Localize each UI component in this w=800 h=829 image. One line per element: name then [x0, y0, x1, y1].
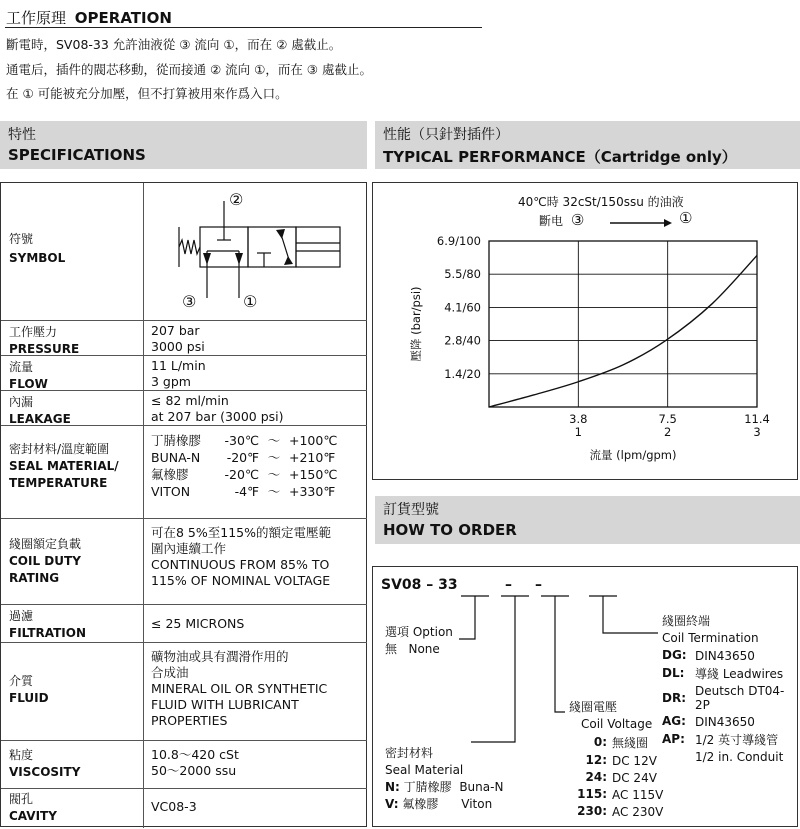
order-header-cn: 訂貨型號: [383, 502, 439, 518]
leakage-row: [1, 390, 367, 391]
fluid-value: 礦物油或具有潤滑作用的 合成油 MINERAL OIL OR SYNTHETIC FLUID WITH LUBRICANT PROPERTIES: [151, 649, 328, 728]
filtration-row: [1, 604, 367, 605]
y-tick-label: 4.1/60: [444, 300, 481, 315]
coil-value: 可在8 5%至115%的額定電壓範 圍內連續工作 CONTINUOUS FROM 85% TO 115% OF NOMINAL VOLTAGE: [151, 525, 331, 588]
y-tick-label: 2.8/40: [444, 333, 481, 348]
filtration-value: ≤ 25 MICRONS: [151, 616, 245, 631]
order-termination-item: 1/2 in. Conduit: [695, 750, 784, 764]
seal-label: 密封材料/溫度範圍 SEAL MATERIAL/ TEMPERATURE: [9, 442, 119, 490]
order-voltage-table: [573, 733, 664, 820]
performance-header-cn: 性能（只針對插件）: [383, 127, 509, 143]
seal-temperature-table: [151, 432, 337, 500]
order-header: [375, 496, 800, 544]
order-voltage-item: 0: 無綫圈: [593, 735, 649, 750]
seal-temp-row: BUNA-N -20℉ ～ +210℉: [151, 450, 336, 465]
flow-row: [1, 355, 367, 356]
y-tick-label: 5.5/80: [444, 267, 481, 282]
order-termination-item: DR: Deutsch DT04-2P: [662, 684, 785, 712]
order-box: [372, 566, 798, 827]
viscosity-label: 粘度 VISCOSITY: [9, 748, 81, 779]
coil-row: [1, 518, 367, 519]
specs-table: [0, 182, 367, 827]
coil-label: 綫圈額定負載 COIL DUTY RATING: [9, 537, 82, 585]
pressure-label: 工作壓力 PRESSURE: [9, 325, 80, 356]
valve-symbol-diagram: [144, 183, 366, 320]
performance-note-1: 40℃時 32cSt/150ssu 的油液: [518, 195, 684, 209]
viscosity-value: 10.8～420 cSt 50～2000 ssu: [151, 747, 239, 778]
leakage-label: 內漏 LEAKAGE: [9, 395, 71, 426]
symbol-port-1: ①: [243, 292, 258, 311]
fluid-row: [1, 642, 367, 643]
y-tick-label: 6.9/100: [436, 234, 481, 248]
cavity-value: VC08-3: [151, 799, 197, 814]
x-tick-label: 3.8: [569, 412, 588, 426]
order-voltage-item: 230: AC 230V: [577, 804, 664, 819]
order-voltage-item: 12: DC 12V: [585, 753, 657, 768]
order-voltage-item: 115: AC 115V: [577, 787, 664, 802]
order-termination: 綫圈終端 Coil Termination: [662, 614, 759, 645]
order-header-en: HOW TO ORDER: [383, 521, 517, 539]
operation-line-1: 斷電時，SV08-33 允許油液從 ③ 流向 ①，而在 ② 處截止。: [6, 37, 342, 52]
operation-title-en: OPERATION: [74, 9, 172, 27]
y-axis-label: 壓降 (bar/psi): [409, 286, 423, 362]
filtration-label: 過濾 FILTRATION: [9, 609, 86, 640]
x-tick-label-gpm: 1: [574, 425, 582, 439]
order-seal-item: N: 丁腈橡膠 Buna-N: [385, 780, 504, 794]
order-option: 選項 Option 無 None: [385, 625, 453, 656]
cavity-label: 閥孔 CAVITY: [9, 792, 57, 823]
performance-box: [372, 182, 798, 480]
performance-note-to: ①: [679, 209, 693, 227]
operation-title-cn: 工作原理: [6, 9, 67, 27]
operation-line-3: 在 ① 可能被充分加壓，但不打算被用來作爲入口。: [6, 86, 288, 101]
operation-rule: [5, 27, 482, 28]
operation-title: [6, 7, 172, 28]
order-termination-item: DG: DIN43650: [662, 648, 755, 663]
seal-temp-row: VITON -4℉ ～ +330℉: [151, 484, 336, 499]
performance-note-2: 斷电 ③: [539, 211, 585, 229]
pressure-drop-curve: [489, 255, 757, 407]
order-termination-table: [662, 647, 797, 765]
symbol-label: 符號 SYMBOL: [9, 232, 66, 265]
pressure-value: 207 bar 3000 psi: [151, 323, 205, 354]
order-dash-2: –: [535, 577, 542, 593]
seal-temp-row: 丁腈橡膠 -30℃ ～ +100℃: [151, 433, 338, 448]
symbol-port-2: ②: [229, 190, 244, 209]
order-model: SV08 – 33: [381, 577, 458, 593]
operation-line-2: 通電后，插件的閥芯移動，從而接通 ② 流向 ①，而在 ③ 處截止。: [6, 62, 372, 77]
order-voltage: 綫圈電壓 Coil Voltage: [569, 700, 653, 731]
x-tick-label: 7.5: [658, 412, 677, 426]
symbol-port-3: ③: [182, 292, 197, 311]
x-tick-label-gpm: 3: [753, 425, 761, 439]
order-termination-item: DL: 導綫 Leadwires: [662, 666, 784, 681]
order-dash-1: –: [505, 577, 512, 593]
order-termination-item: AP: 1/2 英寸導綫管: [662, 732, 779, 747]
y-tick-label: 1.4/20: [444, 366, 481, 381]
plot-frame: [489, 241, 757, 407]
performance-header: [375, 121, 800, 169]
order-seal: 密封材料 Seal Material N: 丁腈橡膠 Buna-N V: 氟橡膠 Viton: [385, 746, 504, 811]
performance-header-en: TYPICAL PERFORMANCE（Cartridge only）: [383, 148, 737, 166]
x-axis-label: 流量 (lpm/gpm): [589, 448, 677, 462]
viscosity-row: [1, 740, 367, 741]
seal-temp-row: 氟橡膠 -20℃ ～ +150℃: [151, 467, 338, 482]
cavity-row: [1, 788, 367, 789]
flow-value: 11 L/min 3 gpm: [151, 358, 206, 389]
order-voltage-item: 24: DC 24V: [585, 770, 657, 785]
x-tick-label-gpm: 2: [664, 425, 672, 439]
seal-row: [1, 425, 367, 426]
order-termination-item: AG: DIN43650: [662, 714, 755, 729]
leakage-value: ≤ 82 ml/min at 207 bar (3000 psi): [151, 393, 284, 424]
flow-label: 流量 FLOW: [9, 360, 48, 391]
pressure-row: [1, 320, 367, 321]
order-seal-item: V: 氟橡膠 Viton: [385, 797, 493, 811]
specs-header-cn: 特性: [8, 127, 36, 143]
x-tick-label: 11.4: [744, 412, 770, 426]
fluid-label: 介質 FLUID: [9, 674, 49, 705]
specs-header-en: SPECIFICATIONS: [8, 146, 146, 164]
performance-chart: [373, 183, 797, 479]
specs-header: [0, 121, 367, 169]
